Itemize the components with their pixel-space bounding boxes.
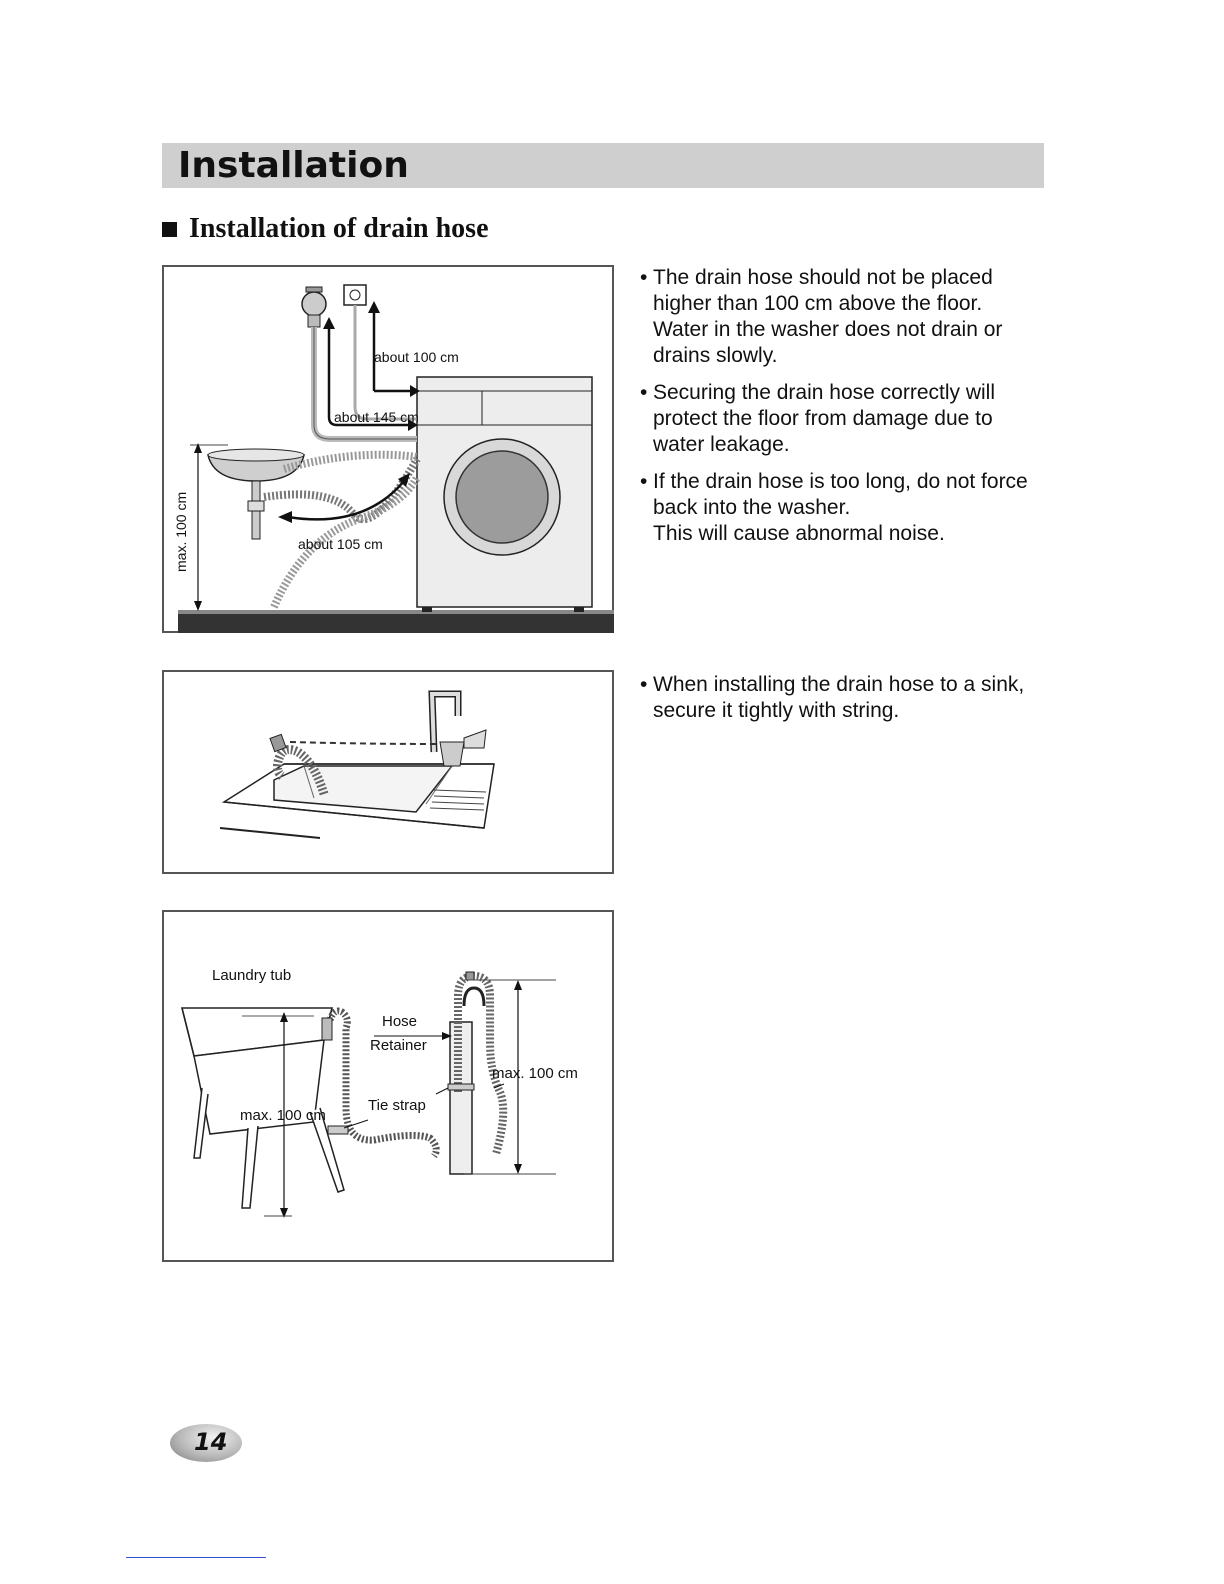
bullet-list-top (640, 265, 1050, 558)
bullet-item: • If the drain hose is too long, do not force back into the washer. This will cause abnormal noise. (640, 469, 1050, 547)
section-heading (162, 213, 489, 245)
page-title: Installation (178, 145, 409, 186)
square-bullet-icon (162, 222, 177, 237)
string-shape (290, 742, 440, 744)
drain-heights-illustration (164, 267, 616, 635)
label-tie-strap: Tie strap (368, 1097, 426, 1114)
standpipe-shape (450, 1022, 472, 1174)
bullet-item: • When installing the drain hose to a sink, secure it tightly with string. (640, 672, 1050, 724)
label-about-105: about 105 cm (298, 536, 383, 552)
label-about-145: about 145 cm (334, 409, 419, 425)
figure-laundry-tub (162, 910, 614, 1262)
label-laundry-tub: Laundry tub (212, 967, 292, 984)
label-hose: Hose (382, 1013, 418, 1030)
bullet-item: • The drain hose should not be placed higher than 100 cm above the floor. Water in the washer does not drain or drains slowly. (640, 265, 1050, 369)
floor-shape (178, 613, 614, 633)
tap-shape (302, 292, 326, 316)
label-about-100: about 100 cm (374, 349, 459, 365)
socket-shape (344, 285, 366, 305)
bullet-list-middle (640, 672, 1050, 735)
label-retainer: Retainer (370, 1037, 427, 1054)
label-max-100-vertical: max. 100 cm (173, 491, 189, 572)
page-number: 14 (194, 1428, 228, 1456)
label-max-100-right: max. 100 cm (492, 1065, 578, 1082)
footer-rule (126, 1557, 266, 1558)
figure-drain-heights (162, 265, 614, 633)
sink-hose-illustration (164, 672, 616, 876)
label-max-100-left: max. 100 cm (240, 1107, 326, 1124)
section-heading-text: Installation of drain hose (189, 213, 489, 244)
figure-sink-hose (162, 670, 614, 874)
bullet-item: • Securing the drain hose correctly will protect the floor from damage due to water leakage. (640, 380, 1050, 458)
laundry-tub-illustration (164, 912, 616, 1264)
section-header-bar (162, 143, 1044, 188)
page-number-badge (166, 1420, 246, 1466)
